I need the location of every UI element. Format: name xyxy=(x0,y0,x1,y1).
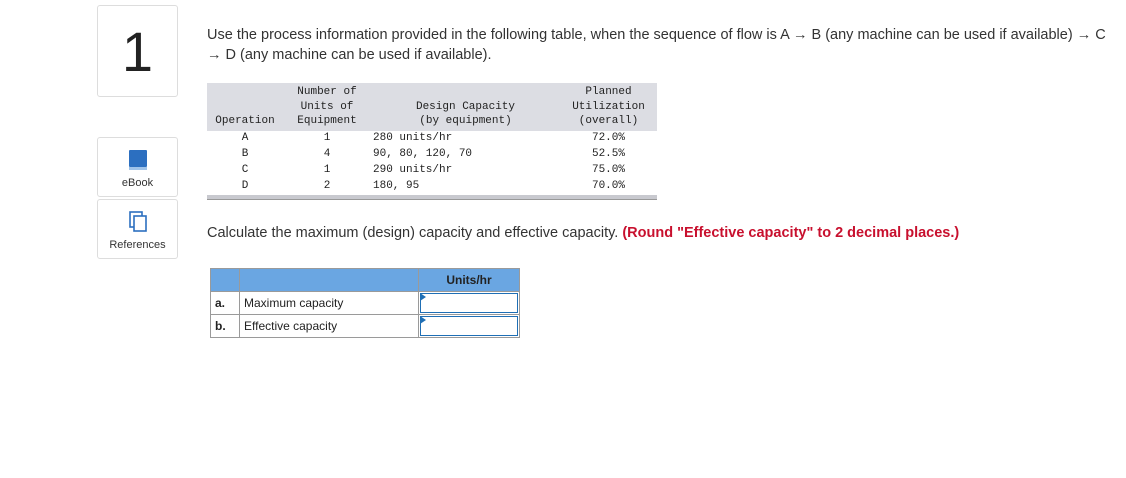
capacity-cell: 280 units/hr xyxy=(373,132,453,144)
table-row xyxy=(207,147,657,163)
header-units: Number of Units of Equipment xyxy=(283,83,371,131)
process-table-header xyxy=(207,83,657,131)
row-letter: b. xyxy=(211,315,240,338)
effective-capacity-input[interactable] xyxy=(420,316,518,336)
capacity-cell: 180, 95 xyxy=(373,180,420,192)
operation-cell: C xyxy=(241,164,249,176)
capacity-cell: 290 units/hr xyxy=(373,164,453,176)
table-bottom-rule xyxy=(207,195,657,200)
units-cell: 4 xyxy=(323,148,331,160)
operation-cell: D xyxy=(241,180,249,192)
operation-cell: B xyxy=(241,148,249,160)
row-label: Maximum capacity xyxy=(240,292,419,315)
references-icon xyxy=(127,210,149,234)
table-row xyxy=(207,163,657,179)
book-icon xyxy=(127,148,149,172)
units-cell: 1 xyxy=(323,164,331,176)
utilization-cell: 72.0% xyxy=(591,132,625,144)
header-capacity: Design Capacity (by equipment) xyxy=(371,83,560,131)
effective-capacity-cell xyxy=(419,315,520,338)
table-row xyxy=(207,131,657,147)
answer-flag-icon xyxy=(420,293,426,301)
utilization-cell: 52.5% xyxy=(591,148,625,160)
header-blank-1 xyxy=(211,269,240,292)
header-operation: Operation xyxy=(207,83,283,131)
references-label: References xyxy=(109,239,166,251)
capacity-cell: 90, 80, 120, 70 xyxy=(373,148,473,160)
rounding-hint: (Round "Effective capacity" to 2 decimal places.) xyxy=(622,225,960,241)
operation-cell: A xyxy=(241,132,249,144)
calc-instruction-text: Calculate the maximum (design) capacity and effective capacity. xyxy=(207,225,619,241)
utilization-cell: 70.0% xyxy=(591,180,625,192)
answer-flag-icon xyxy=(420,316,426,324)
calc-instruction xyxy=(207,225,959,241)
process-table xyxy=(207,83,657,197)
answer-table xyxy=(210,268,520,338)
ebook-label: eBook xyxy=(121,177,154,189)
header-blank-2 xyxy=(240,269,419,292)
answer-row xyxy=(211,315,520,338)
question-number-box xyxy=(97,5,178,97)
utilization-cell: 75.0% xyxy=(591,164,625,176)
max-capacity-cell xyxy=(419,292,520,315)
row-letter: a. xyxy=(211,292,240,315)
ebook-button[interactable] xyxy=(97,137,178,197)
max-capacity-input[interactable] xyxy=(420,293,518,313)
header-utilization: Planned Utilization (overall) xyxy=(560,83,657,131)
answer-row xyxy=(211,292,520,315)
units-cell: 1 xyxy=(323,132,331,144)
references-button[interactable] xyxy=(97,199,178,259)
answer-table-header xyxy=(211,269,520,292)
row-label: Effective capacity xyxy=(240,315,419,338)
question-number: 1 xyxy=(121,19,154,83)
units-cell: 2 xyxy=(323,180,331,192)
question-prompt: Use the process information provided in the following table, when the sequence of flow is A → B (any machine can be used if available) → C → D (any machine can be used if available). xyxy=(207,27,1106,63)
units-header: Units/hr xyxy=(419,269,520,292)
